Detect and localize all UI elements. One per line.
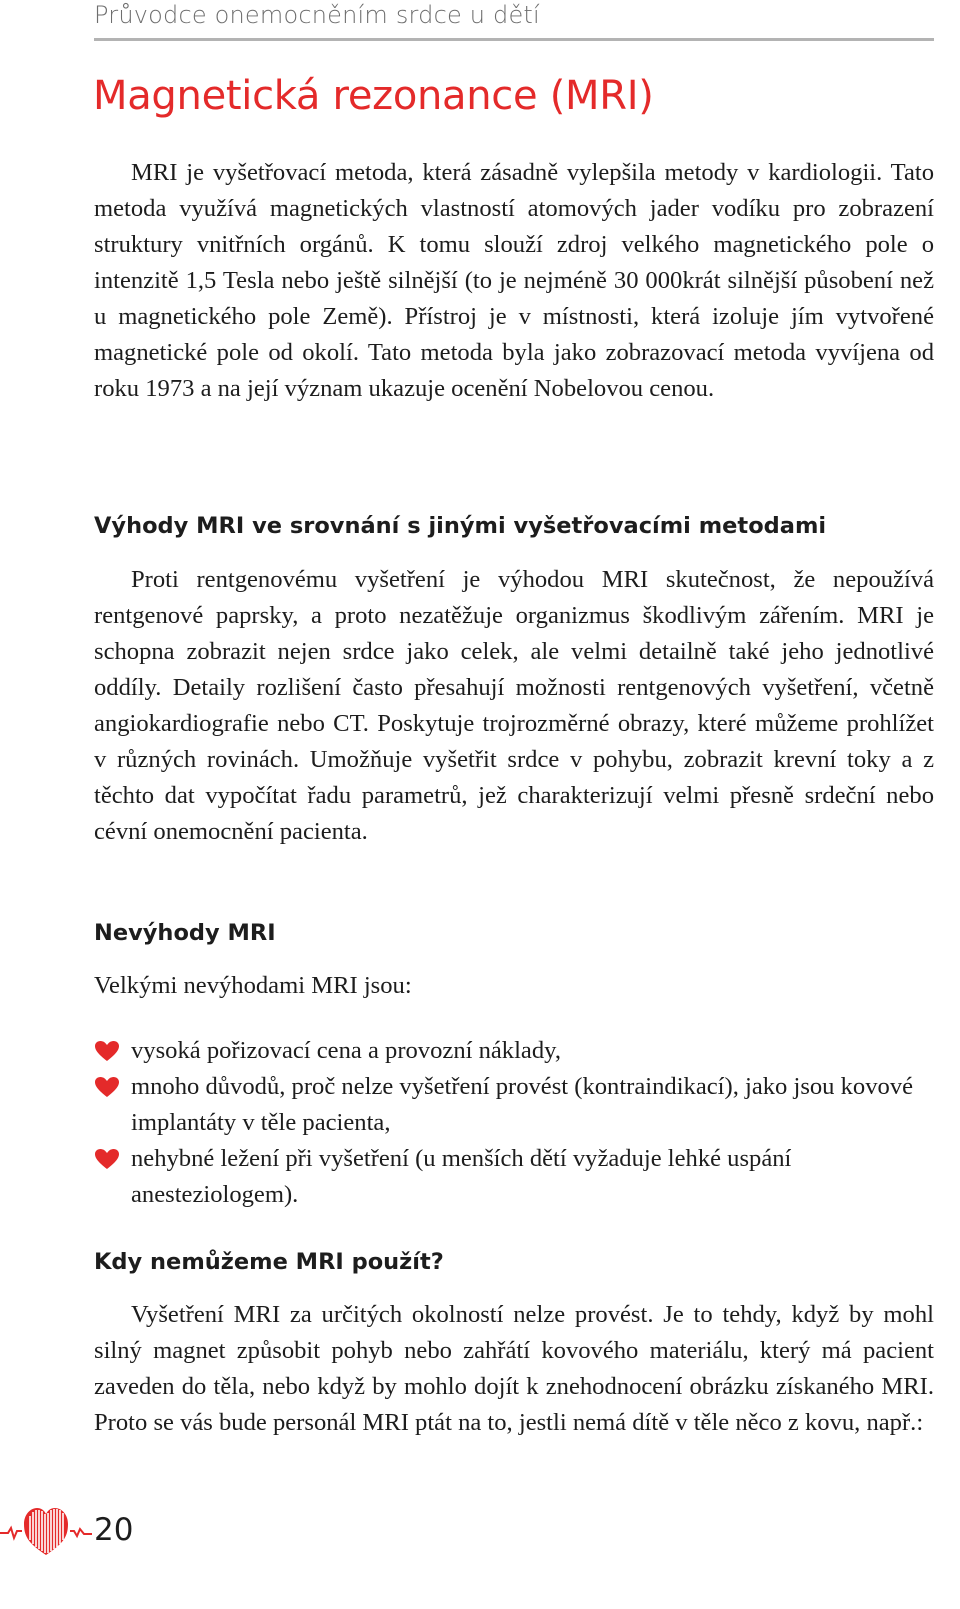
advantages-paragraph: Proti rentgenovému vyšetření je výhodou MRI skutečnost, že nepoužívá rentgenové paprsky, a proto nezatěžuje organizmus škodlivým zářením. MRI je schopna zobrazit nejen srdce jako celek, ale velmi detailně také jeho jednotlivé oddíly. Detaily rozlišení často přesahují možnosti rentgenových vyšetření, včetně angiokardiografie nebo CT. Poskytuje trojrozměrné obrazy, které můžeme prohlížet v různých rovinách. Umožňuje vyšetřit srdce v pohybu, zobrazit krevní toky a z těchto dat vypočítat řadu parametrů, jež charakterizují velmi přesně srdeční nebo cévní onemocnění pacienta. — [94, 566, 934, 845]
list-item — [94, 1069, 934, 1141]
running-header: Průvodce onemocněním srdce u dětí — [94, 1, 540, 29]
heart-icon — [94, 1076, 120, 1098]
heart-icon — [94, 1040, 120, 1062]
list-item-text: nehybné ležení při vyšetření (u menších dětí vyžaduje lehké uspání anesteziologem). — [131, 1145, 792, 1208]
heart-icon — [94, 1148, 120, 1170]
list-item — [94, 1141, 934, 1213]
list-item — [94, 1033, 934, 1069]
disadvantages-heading: Nevýhody MRI — [94, 920, 276, 946]
contraindications-heading: Kdy nemůžeme MRI použít? — [94, 1249, 444, 1275]
heart-ecg-icon — [0, 1500, 92, 1558]
list-item-text: mnoho důvodů, proč nelze vyšetření provést (kontraindikací), jako jsou kovové implantáty v těle pacienta, — [131, 1073, 914, 1136]
disadvantages-intro: Velkými nevýhodami MRI jsou: — [94, 972, 412, 999]
disadvantages-list — [94, 1033, 934, 1213]
header-divider — [94, 38, 934, 41]
advantages-heading: Výhody MRI ve srovnání s jinými vyšetřovacími metodami — [94, 513, 827, 539]
contraindications-paragraph: Vyšetření MRI za určitých okolností nelze provést. Je to tehdy, když by mohl silný magnet způsobit pohyb nebo zahřátí kovového materiálu, který má pacient zaveden do těla, nebo když by mohlo dojít k znehodnocení obrázku získaného MRI. Proto se vás bude personál MRI ptát na to, jestli nemá dítě v těle něco z kovu, např.: — [94, 1301, 934, 1436]
page-number: 20 — [94, 1512, 134, 1548]
chapter-title: Magnetická rezonance (MRI) — [93, 73, 654, 119]
list-item-text: vysoká pořizovací cena a provozní náklady, — [131, 1037, 561, 1064]
intro-paragraph: MRI je vyšetřovací metoda, která zásadně vylepšila metody v kardiologii. Tato metoda využívá magnetických vlastností atomových jader vodíku pro zobrazení struktury vnitřních orgánů. K tomu slouží zdroj velkého magnetického pole o intenzitě 1,5 Tesla nebo ještě silnější (to je nejméně 30 000krát silnější působení než u magnetického pole Země). Přístroj je v místnosti, která izoluje jím vytvořené magnetické pole od okolí. Tato metoda byla jako zobrazovací metoda vyvíjena od roku 1973 a na její význam ukazuje ocenění Nobelovou cenou. — [94, 159, 934, 402]
